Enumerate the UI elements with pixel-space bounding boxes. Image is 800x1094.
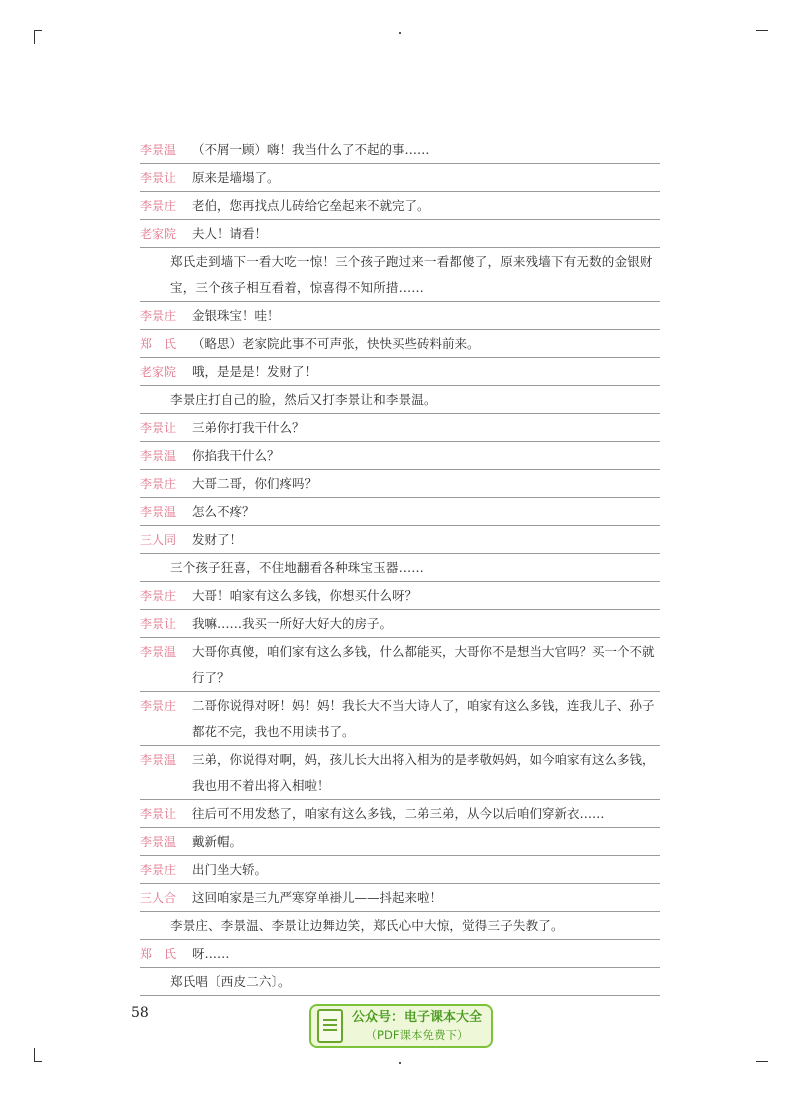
stage-direction-text: 三个孩子狂喜，不住地翻看各种珠宝玉器…… [170,560,425,575]
speaker-name: 李景温 [140,835,177,849]
book-icon [317,1009,343,1043]
crop-mark-top-left-v [34,30,35,44]
stage-direction [140,386,660,414]
dialogue-line: 这回咱家是三九严寒穿单褂儿——抖起来啦！ [192,890,443,905]
dialogue-line: 往后可不用发愁了，咱家有这么多钱，二弟三弟，从今以后咱们穿新衣…… [192,806,605,821]
dialogue-row [140,746,660,800]
speaker-name: 郑 氏 [140,947,177,961]
dialogue-row [140,800,660,828]
dialogue-row [140,856,660,884]
dialogue-line: 大哥二哥，你们疼吗？ [192,476,318,491]
dialogue-row [140,192,660,220]
speaker-name: 李景庄 [140,309,177,323]
dialogue-row [140,136,660,164]
stage-direction [140,554,660,582]
center-mark-top [399,32,401,34]
dialogue-row [140,470,660,498]
dialogue-row [140,638,660,692]
speaker-name: 李景温 [140,505,177,519]
crop-mark-bottom-left-h [34,1061,42,1062]
dialogue-row [140,220,660,248]
stage-direction [140,248,660,302]
crop-mark-bottom-left-v [34,1048,35,1062]
dialogue-row [140,358,660,386]
dialogue-line: 戴新帽。 [192,834,243,849]
speaker-name: 李景庄 [140,477,177,491]
page-number: 58 [131,1005,149,1021]
stage-direction [140,912,660,940]
stage-direction-text: 郑氏走到墙下一看大吃一惊！三个孩子跑过来一看都傻了，原来残墙下有无数的金银财宝，三个孩子相互看着，惊喜得不知所措…… [170,254,653,295]
dialogue-line: （略思）老家院此事不可声张，快快买些砖料前来。 [192,336,480,351]
speaker-name: 李景温 [140,143,177,157]
speaker-name: 三人同 [140,533,177,547]
wechat-badge [309,1004,493,1048]
dialogue-row [140,330,660,358]
dialogue-line: 三弟，你说得对啊，妈，孩儿长大出将入相为的是孝敬妈妈，如今咱家有这么多钱，我也用不着出将入相啦！ [192,752,655,793]
stage-direction-text: 李景庄、李景温、李景让边舞边笑，郑氏心中大惊，觉得三子失教了。 [170,918,564,933]
dialogue-row [140,610,660,638]
dialogue-line: 呀…… [192,946,230,961]
speaker-name: 李景温 [140,449,177,463]
dialogue-row [140,692,660,746]
badge-line-2: （PDF课本免费下） [365,1028,469,1042]
dialogue-row [140,828,660,856]
crop-mark-bottom-right [756,1061,768,1062]
dialogue-line: 你掐我干什么？ [192,448,280,463]
center-mark-bottom [399,1062,401,1064]
script-dialogue [140,136,660,996]
dialogue-line: 怎么不疼？ [192,504,255,519]
speaker-name: 李景庄 [140,699,177,713]
speaker-name: 李景让 [140,171,177,185]
speaker-name: 李景温 [140,753,177,767]
dialogue-line: 出门坐大轿。 [192,862,268,877]
dialogue-line: 老伯，您再找点儿砖给它垒起来不就完了。 [192,198,430,213]
dialogue-line: 哦，是是是！发财了！ [192,364,318,379]
speaker-name: 李景让 [140,421,177,435]
speaker-name: 李景让 [140,807,177,821]
dialogue-row [140,164,660,192]
dialogue-row [140,884,660,912]
badge-line-1: 公众号：电子课本大全 [351,1010,482,1025]
speaker-name: 老家院 [140,227,177,241]
speaker-name: 李景庄 [140,589,177,603]
stage-direction [140,968,660,996]
crop-mark-top-left-h [34,30,42,31]
dialogue-line: 夫人！请看！ [192,226,268,241]
crop-mark-top-right [756,30,768,31]
speaker-name: 李景让 [140,617,177,631]
dialogue-line: 大哥！咱家有这么多钱，你想买什么呀？ [192,588,418,603]
dialogue-line: 二哥你说得对呀！妈！妈！我长大不当大诗人了，咱家有这么多钱，连我儿子、孙子都花不完，我也不用读书了。 [192,698,655,739]
dialogue-line: 三弟你打我干什么？ [192,420,305,435]
dialogue-row [140,498,660,526]
speaker-name: 郑 氏 [140,337,177,351]
speaker-name: 李景庄 [140,199,177,213]
stage-direction-text: 郑氏唱〔西皮二六〕。 [170,974,291,989]
dialogue-line: 原来是墙塌了。 [192,170,280,185]
speaker-name: 李景庄 [140,863,177,877]
dialogue-line: （不屑一顾）嗨！我当什么了不起的事…… [192,142,430,157]
dialogue-row [140,526,660,554]
dialogue-row [140,414,660,442]
dialogue-row [140,302,660,330]
dialogue-row [140,442,660,470]
dialogue-line: 我嘛……我买一所好大好大的房子。 [192,616,393,631]
stage-direction-text: 李景庄打自己的脸，然后又打李景让和李景温。 [170,392,437,407]
speaker-name: 李景温 [140,645,177,659]
dialogue-line: 金银珠宝！哇！ [192,308,280,323]
dialogue-line: 大哥你真傻，咱们家有这么多钱，什么都能买，大哥你不是想当大官吗？买一个不就行了？ [192,644,655,685]
dialogue-row [140,582,660,610]
speaker-name: 三人合 [140,891,177,905]
dialogue-line: 发财了！ [192,532,243,547]
speaker-name: 老家院 [140,365,177,379]
dialogue-row [140,940,660,968]
